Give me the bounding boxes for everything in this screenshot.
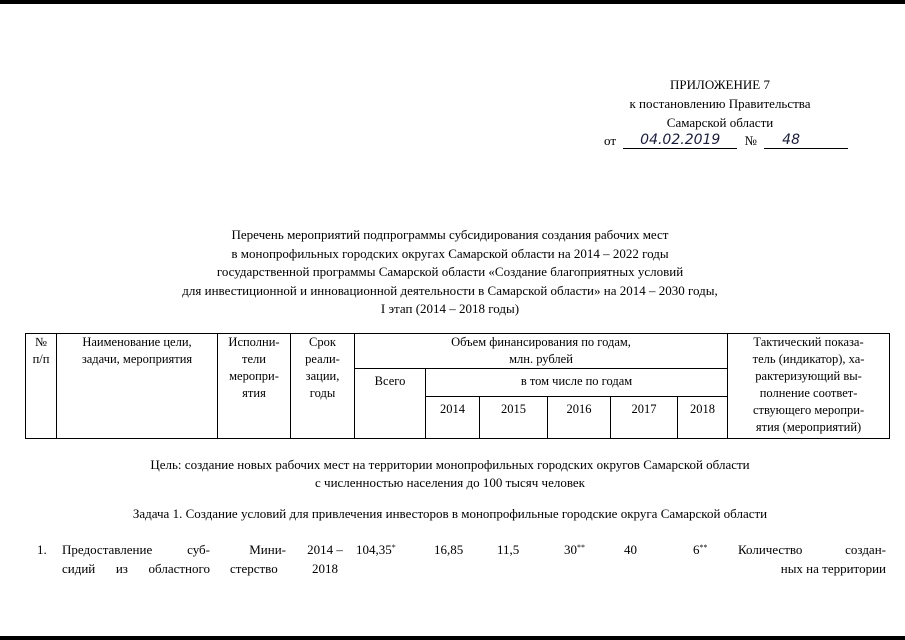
header-text: п/п	[32, 352, 50, 366]
appendix-title: ПРИЛОЖЕНИЕ 7	[670, 77, 770, 92]
row-name-line: сидий из областного	[62, 561, 210, 576]
row-term-line: 2018	[312, 561, 338, 576]
header-text: реали-	[305, 352, 340, 366]
handwritten-date: 04.02.2019	[623, 132, 737, 149]
row-2016	[564, 540, 585, 559]
title-line: I этап (2014 – 2018 годы)	[380, 301, 520, 316]
header-year: 2015	[480, 397, 548, 439]
row-term	[297, 540, 353, 578]
header-name	[57, 334, 218, 439]
row-2018-value: 6	[693, 542, 700, 557]
goal-line: Цель: создание новых рабочих мест на территории монопрофильных городских округов Самарской области	[150, 457, 750, 472]
row-indicator	[738, 540, 886, 578]
bottom-border	[0, 636, 905, 640]
row-executor	[230, 540, 286, 578]
header-year: 2014	[426, 397, 480, 439]
appendix-line-1: к постановлению Правительства	[629, 96, 811, 111]
header-text: полнение соответ-	[759, 386, 858, 400]
header-text: меропри-	[229, 369, 279, 383]
header-text: годы	[309, 386, 336, 400]
footnote-mark: *	[391, 543, 396, 552]
header-year: 2016	[548, 397, 611, 439]
row-total	[356, 540, 396, 559]
row-indicator-line: ных на территории	[780, 561, 886, 576]
title-line: в монопрофильных городских округах Самарской области на 2014 – 2022 годы	[231, 245, 669, 261]
header-indicator	[728, 334, 890, 439]
row-2017: 40	[624, 542, 637, 557]
row-executor-line: Мини-	[249, 542, 286, 557]
top-border	[0, 0, 905, 4]
header-text: Наименование цели,	[82, 335, 192, 349]
header-financing	[355, 334, 728, 369]
header-text: тели	[242, 352, 266, 366]
row-executor-line: стерство	[230, 561, 278, 576]
handwritten-number: 48	[764, 132, 848, 149]
footnote-mark: **	[699, 543, 708, 552]
header-text: ятия (мероприятий)	[755, 420, 862, 434]
header-text: зации,	[305, 369, 340, 383]
footnote-mark: **	[577, 543, 585, 552]
header-by-years: в том числе по годам	[426, 369, 728, 397]
header-year: 2017	[611, 397, 678, 439]
header-text: задачи, мероприятия	[81, 352, 193, 366]
header-text: тель (индикатор), ха-	[752, 352, 865, 366]
header-year: 2018	[678, 397, 728, 439]
row-2018	[693, 540, 708, 559]
title-line: Перечень мероприятий подпрограммы субсидирования создания рабочих мест	[231, 227, 669, 242]
number-label: №	[744, 133, 757, 148]
row-2016-value: 30	[564, 542, 577, 557]
row-2015: 11,5	[497, 542, 520, 557]
header-text: Объем финансирования по годам,	[451, 335, 631, 349]
goal-line: с численностью населения до 100 тысяч человек	[315, 475, 585, 490]
goal-text	[100, 456, 800, 492]
title-line: для инвестиционной и инновационной деятельности в Самарской области» на 2014 – 2030 годы,	[182, 282, 718, 298]
row-number: 1.	[37, 542, 47, 557]
header-num	[26, 334, 57, 439]
title-line: государственной программы Самарской области «Создание благоприятных условий	[216, 264, 684, 279]
document-title	[100, 226, 800, 319]
from-label: от	[604, 133, 617, 148]
task-text: Задача 1. Создание условий для привлечения инвесторов в монопрофильные городские округа Самарской области	[132, 506, 768, 521]
header-term	[291, 334, 355, 439]
header-executors	[218, 334, 291, 439]
appendix-date-row	[604, 132, 848, 150]
financing-table-header	[25, 333, 890, 439]
row-total-value: 104,35	[356, 542, 392, 557]
row-name-line: Предоставление суб-	[62, 542, 210, 557]
row-term-line: 2014 –	[307, 542, 343, 557]
header-text: №	[35, 335, 47, 349]
header-total: Всего	[355, 369, 426, 439]
header-text: млн. рублей	[509, 352, 573, 366]
header-text: Тактический показа-	[753, 335, 864, 349]
row-indicator-line: Количество создан-	[738, 542, 886, 557]
header-text: Исполни-	[228, 335, 280, 349]
header-text: рактеризующий вы-	[755, 369, 862, 383]
header-text: ствующего меропри-	[752, 403, 865, 417]
header-text: ятия	[242, 386, 266, 400]
row-name	[62, 540, 210, 578]
header-text: Срок	[309, 335, 336, 349]
appendix-line-2: Самарской области	[666, 115, 774, 130]
row-2014: 16,85	[434, 542, 464, 557]
